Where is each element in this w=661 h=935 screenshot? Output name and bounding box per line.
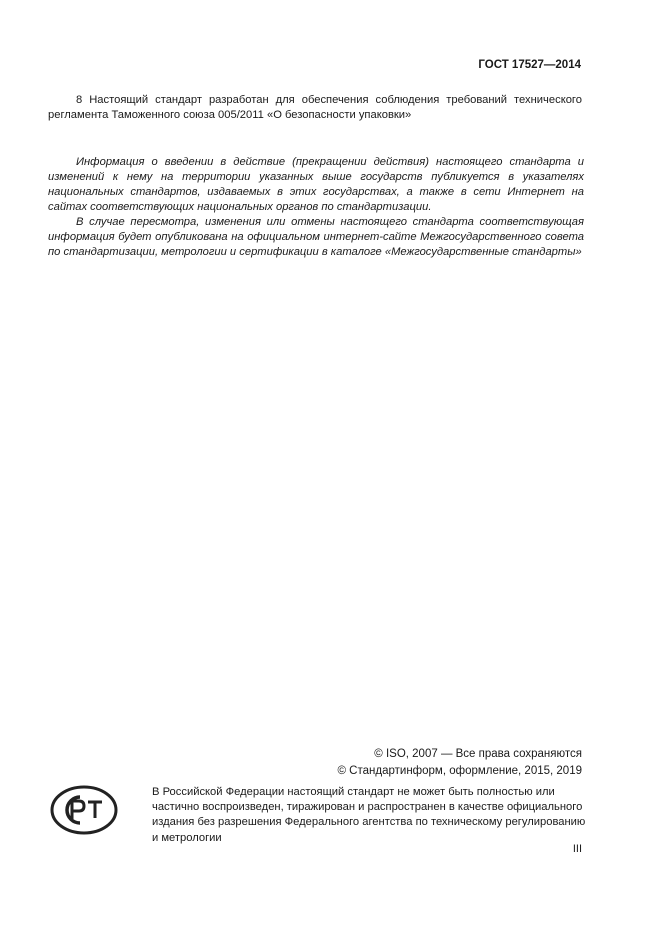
page-number: III [572, 843, 582, 855]
copyright-standartinform: © Стандартинформ, оформление, 2015, 2019 [337, 765, 582, 777]
info-paragraph-1: Информация о введении в действие (прекращении действия) настоящего стандарта и изменений к нему на территории указанных выше государств публикуется в указателях национальных стандартов, издаваемых в этих государствах, а также в сети Интернет на сайтах соответствующих национальных органов по стандартизации. [48, 156, 584, 213]
document-code: ГОСТ 17527—2014 [478, 59, 581, 71]
copyright-iso: © ISO, 2007 — Все права сохраняются [374, 748, 582, 760]
info-paragraph-2: В случае пересмотра, изменения или отмены настоящего стандарта соответствующая информация будет опубликована на официальном интернет-сайте Межгосударственного совета по стандартизации, метрологии и сертификации в каталоге «Межгосударственные стандарты» [48, 216, 584, 258]
clause-8: 8 Настоящий стандарт разработан для обеспечения соблюдения требований технического регламента Таможенного союза 005/2011 «О безопасности упаковки» [48, 94, 582, 121]
copyright-block [338, 746, 582, 780]
rst-logo-icon [50, 785, 118, 835]
info-block [48, 155, 584, 260]
rights-notice: В Российской Федерации настоящий стандарт не может быть полностью или частично воспроизведен, тиражирован и распространен в качестве официального издания без разрешения Федерального агентства по техническому регулированию и метрологии [152, 786, 586, 844]
